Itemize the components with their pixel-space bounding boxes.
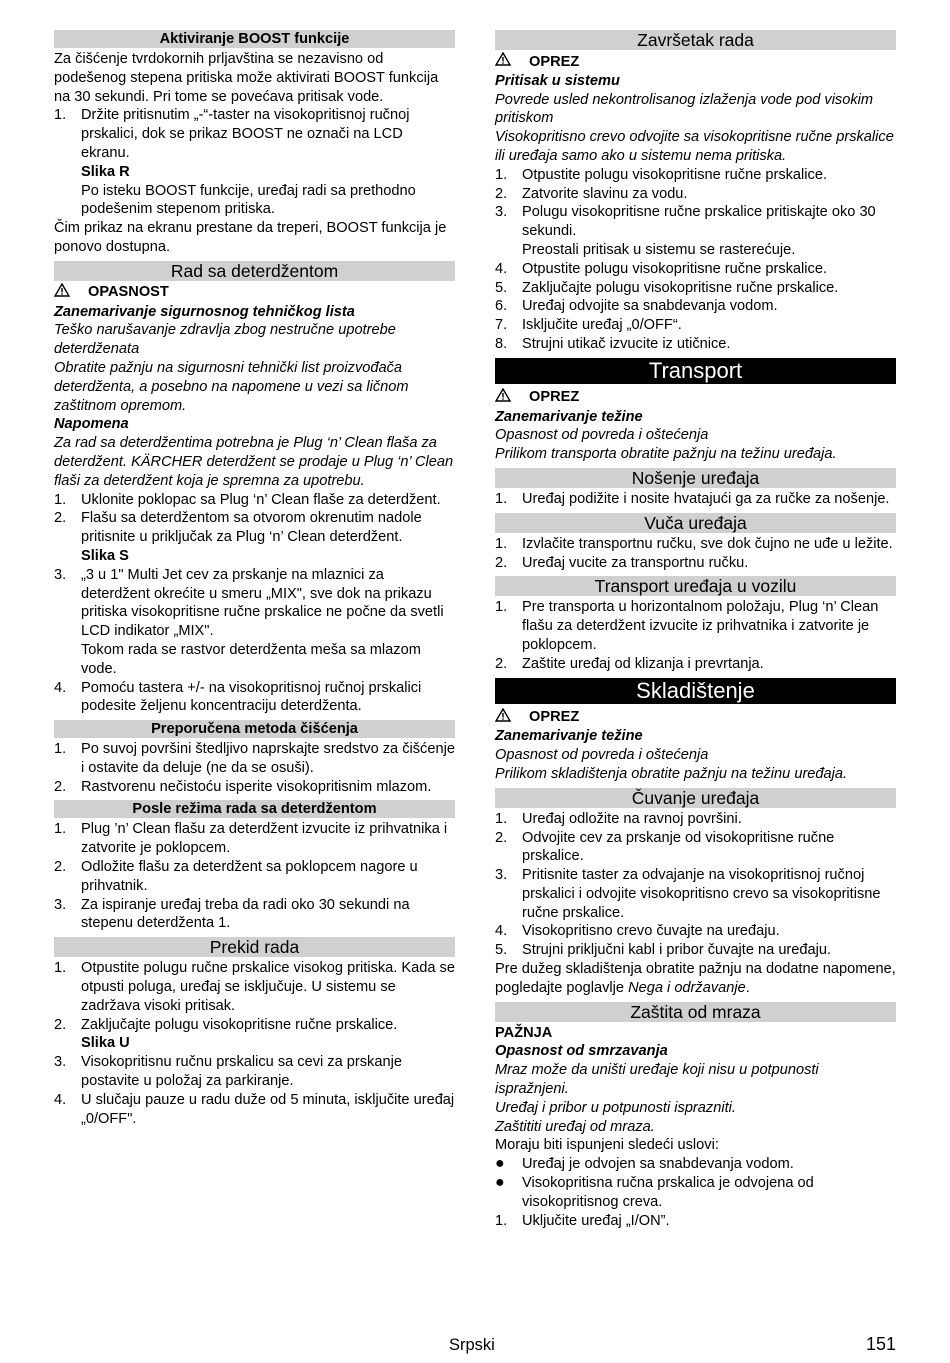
list-item [54, 820, 455, 858]
list-text: Držite pritisnutim „-“-taster na visokopritisnoj ručnoj prskalici, dok se prikaz BOOST ne označi na LCD ekranu. [81, 107, 410, 161]
list-item [495, 166, 896, 185]
list-text: Zaključajte polugu visokopritisne ručne prskalice. [522, 279, 839, 296]
list-text: Visokopritisnu ručnu prskalicu sa cevi za prskanje postavite u položaj za parkiranje. [81, 1054, 402, 1090]
bullet-item [495, 1174, 896, 1212]
list-number: 1. [495, 166, 508, 183]
list-text: Polugu visokopritisne ručne prskalice pritiskajte oko 30 sekundi. [522, 204, 876, 240]
list-number: 3. [54, 1054, 67, 1071]
list-number: 1. [495, 599, 508, 616]
list-number: 2. [495, 185, 508, 202]
warning-text: Prilikom skladištenja obratite pažnju na težinu uređaja. [495, 765, 848, 782]
list-item [495, 866, 896, 922]
list-item [495, 554, 896, 573]
list-text: Po suvoj površini štedljivo naprskajte sredstvo za čišćenje i ostavite da deluje (ne da se osuši). [81, 741, 455, 776]
list-number: 2. [54, 859, 67, 876]
list-item [495, 297, 896, 316]
list-item [495, 598, 896, 654]
list-item [495, 203, 896, 241]
list-number: 4. [495, 923, 508, 940]
warning-label-text: OPREZ [529, 53, 580, 70]
list-text: Visokopritisno crevo čuvajte na uređaju. [522, 923, 780, 940]
list-text: Odložite flašu za deterdžent sa poklopcem nagore u prihvatnik. [81, 859, 418, 894]
list-number: 3. [54, 566, 67, 583]
list-text: Uređaj odložite na ravnoj površini. [522, 810, 742, 827]
list-item [54, 491, 455, 510]
list-text: Zatvorite slavinu za vodu. [522, 185, 688, 202]
list-item [495, 335, 896, 354]
warning-triangle-icon [495, 52, 517, 72]
list-text: Zaštite uređaj od klizanja i prevrtanja. [522, 655, 764, 672]
list-text: Uređaj vucite za transportnu ručku. [522, 554, 749, 571]
section-title-end: Završetak rada [495, 30, 896, 50]
list-number: 1. [54, 821, 67, 838]
paragraph: Čim prikaz na ekranu prestane da treperi, BOOST funkcija je ponovo dostupna. [54, 220, 447, 255]
list-item [54, 740, 455, 778]
paragraph: Za čišćenje tvrdokornih prljavština se nezavisno od podešenog stepena pritiska može aktivirati BOOST funkcija na 30 sekundi. Pri tome se povećava pritisak vode. [54, 51, 439, 105]
warning-label-text: OPASNOST [88, 284, 169, 301]
list-item [495, 810, 896, 829]
warning-label-text: OPREZ [529, 709, 580, 726]
list-item [54, 778, 455, 797]
warning-label [495, 708, 896, 728]
list-text: Odvojite cev za prskanje od visokopritisne ručne prskalice. [522, 829, 835, 865]
notice-heading: Opasnost od smrzavanja [495, 1043, 668, 1060]
list-item [495, 279, 896, 298]
figure-reference: Slika R [81, 163, 130, 180]
list-text: Flašu sa deterdžentom sa otvorom okrenutim nadole pritisnite u priključak za Plug ‘n’ Clean deterdžent. [81, 510, 422, 546]
list-text: Pritisnite taster za odvajanje na visokopritisnoj ručnoj prskalici i odvojite visokopritisno crevo sa visokopritisne ručne prskalice. [522, 867, 881, 921]
warning-text: Opasnost od povreda i oštećenja [495, 747, 709, 764]
warning-text: Teško narušavanje zdravlja zbog nestručne upotrebe deterdženata [54, 322, 396, 358]
list-number: 2. [54, 510, 67, 527]
list-number: 2. [495, 829, 508, 846]
section-title-carry: Nošenje uređaja [495, 468, 896, 488]
list-number: 2. [495, 554, 508, 571]
note-text: Za rad sa deterdžentima potrebna je Plug ‘n’ Clean flaša za deterdžent. KÄRCHER deterdžent se prodaje u Plug ‘n’ Clean flaši za deterdžent koja je spremna za upotrebu. [54, 435, 454, 489]
warning-text: Povrede usled nekontrolisanog izlaženja vode pod visokim pritiskom [495, 91, 874, 127]
section-title-method: Preporučena metoda čišćenja [54, 720, 455, 738]
paragraph: Po isteku BOOST funkcije, uređaj radi sa prethodno podešenim stepenom pritiska. [81, 182, 416, 218]
list-text: Izvlačite transportnu ručku, sve dok čujno ne uđe u ležite. [522, 535, 893, 552]
bullet-icon: ● [495, 1155, 505, 1173]
list-text: Uklonite poklopac sa Plug ‘n’ Clean flaše za deterdžent. [81, 491, 441, 508]
list-text: Plug ’n’ Clean flašu za deterdžent izvucite iz prihvatnika i zatvorite je poklopcem. [81, 821, 448, 857]
list-number: 3. [54, 896, 67, 913]
list-item [54, 1016, 455, 1035]
list-item [54, 509, 455, 547]
list-item [54, 679, 455, 717]
section-title-break: Prekid rada [54, 937, 455, 957]
page-number: 151 [866, 1334, 897, 1354]
list-number: 1. [495, 490, 508, 507]
warning-label [495, 388, 896, 408]
right-column [495, 30, 896, 1230]
list-item [54, 566, 455, 641]
list-text: U slučaju pauze u radu duže od 5 minuta, isključite uređaj „0/OFF". [81, 1091, 455, 1127]
chapter-title-storage: Skladištenje [495, 678, 896, 704]
notice-text: Mraz može da uništi uređaje koji nisu u potpunosti ispražnjeni. [495, 1062, 819, 1098]
warning-label [495, 52, 896, 72]
list-item [495, 829, 896, 867]
list-number: 7. [495, 317, 508, 334]
list-text: Otpustite polugu ručne prskalice visokog pritiska. Kada se otpusti poluga, uređaj se isključuje. U sistemu se zadržava visoki pritisak. [81, 960, 455, 1014]
list-number: 1. [54, 107, 67, 124]
warning-heading: Zanemarivanje težine [495, 728, 643, 745]
list-item [495, 260, 896, 279]
list-text: „3 u 1" Multi Jet cev za prskanje na mlaznici za deterdžent okrećite u smeru „MIX", sve dok na prikazu pritiska visokopritisne ručne prskalice ne počne da svetli LCD indikator „MIX". [81, 566, 444, 640]
list-item [54, 1091, 455, 1129]
list-item [495, 185, 896, 204]
paragraph [495, 960, 896, 998]
list-text: Visokopritisna ručna prskalica je odvojena od visokopritisnog creva. [522, 1175, 814, 1210]
warning-label-text: OPREZ [529, 389, 580, 406]
note-text: Pre dužeg skladištenja obratite pažnju na dodatne napomene, pogledajte poglavlje [495, 961, 896, 996]
list-text: Otpustite polugu visokopritisne ručne prskalice. [522, 260, 828, 277]
chapter-title-transport: Transport [495, 358, 896, 384]
paragraph: Moraju biti ispunjeni sledeći uslovi: [495, 1137, 719, 1154]
notice-text: Zaštititi uređaj od mraza. [495, 1118, 655, 1135]
warning-triangle-icon [495, 708, 517, 728]
list-item [54, 896, 455, 934]
list-item [54, 959, 455, 1015]
list-text: Strujni priključni kabl i pribor čuvajte na uređaju. [522, 942, 832, 959]
list-number: 4. [54, 1091, 67, 1108]
figure-reference: Slika U [81, 1035, 130, 1052]
list-item [495, 655, 896, 674]
list-item [54, 106, 455, 162]
bullet-item [495, 1155, 896, 1174]
list-text: Pre transporta u horizontalnom položaju, Plug ‘n’ Clean flašu za deterdžent izvucite iz prihvatnika i zatvorite je poklopcem. [522, 599, 879, 653]
list-item [54, 1053, 455, 1091]
warning-label [54, 283, 455, 303]
note-text-end: . [745, 979, 750, 996]
warning-heading: Zanemarivanje težine [495, 408, 643, 425]
paragraph: Tokom rada se rastvor deterdženta meša sa mlazom vode. [81, 641, 421, 677]
list-number: 1. [495, 810, 508, 827]
list-text: Za ispiranje uređaj treba da radi oko 30 sekundi na stepenu deterdženta 1. [81, 896, 410, 932]
list-text: Uređaj je odvojen sa snabdevanja vodom. [522, 1156, 794, 1173]
list-item [495, 316, 896, 335]
list-number: 5. [495, 279, 508, 296]
list-text: Uređaj podižite i nosite hvatajući ga za ručke za nošenje. [522, 490, 890, 507]
bullet-icon: ● [495, 1174, 505, 1192]
left-column [54, 30, 455, 1128]
list-item [495, 941, 896, 960]
note-heading: Napomena [54, 416, 129, 433]
notice-text: Uređaj i pribor u potpunosti isprazniti. [495, 1099, 736, 1116]
chapter-reference: Nega i održavanje [628, 979, 746, 996]
section-title-after: Posle režima rada sa deterdžentom [54, 800, 455, 818]
list-number: 6. [495, 298, 508, 315]
list-number: 4. [495, 260, 508, 277]
list-number: 1. [54, 491, 67, 508]
list-item [495, 490, 896, 509]
paragraph: Preostali pritisak u sistemu se rasterećuje. [522, 241, 796, 258]
list-text: Isključite uređaj „0/OFF“. [522, 317, 682, 334]
list-item [495, 922, 896, 941]
list-number: 1. [495, 535, 508, 552]
list-text: Uređaj odvojite sa snabdevanja vodom. [522, 298, 778, 315]
list-item [54, 858, 455, 896]
section-title-keep: Čuvanje uređaja [495, 788, 896, 808]
list-number: 8. [495, 335, 508, 352]
section-title-vehicle: Transport uređaja u vozilu [495, 576, 896, 596]
list-number: 2. [495, 655, 508, 672]
list-number: 1. [54, 960, 67, 977]
notice-label: PAŽNJA [495, 1024, 553, 1041]
list-text: Strujni utikač izvucite iz utičnice. [522, 335, 731, 352]
list-text: Pomoću tastera +/- na visokopritisnoj ručnoj prskalici podesite željenu koncentraciju deterdženta. [81, 679, 422, 715]
section-title-boost: Aktiviranje BOOST funkcije [54, 30, 455, 48]
list-item [495, 1212, 896, 1231]
figure-reference: Slika S [81, 547, 129, 564]
list-number: 1. [495, 1212, 508, 1229]
section-title-detergent: Rad sa deterdžentom [54, 261, 455, 281]
list-number: 1. [54, 741, 67, 758]
list-number: 3. [495, 867, 508, 884]
list-text: Rastvorenu nečistoću isperite visokopritisnim mlazom. [81, 778, 432, 795]
list-number: 5. [495, 942, 508, 959]
list-text: Zaključajte polugu visokopritisne ručne prskalice. [81, 1016, 398, 1033]
warning-text: Prilikom transporta obratite pažnju na težinu uređaja. [495, 446, 837, 463]
list-item [495, 535, 896, 554]
warning-text: Visokopritisno crevo odvojite sa visokopritisne ručne prskalice ili uređaja samo ako u sistemu nema pritiska. [495, 129, 894, 164]
warning-triangle-icon [495, 388, 517, 408]
warning-text: Obratite pažnju na sigurnosni tehnički list proizvođača deterdženta, a posebno na napomene u vezi sa ličnom zaštitnom opremom. [54, 359, 409, 414]
section-title-pull: Vuča uređaja [495, 513, 896, 533]
section-title-frost: Zaštita od mraza [495, 1002, 896, 1022]
list-number: 4. [54, 679, 67, 696]
list-text: Otpustite polugu visokopritisne ručne prskalice. [522, 166, 828, 183]
warning-heading: Pritisak u sistemu [495, 72, 620, 89]
warning-text: Opasnost od povreda i oštećenja [495, 427, 709, 444]
warning-triangle-icon [54, 283, 76, 303]
list-number: 2. [54, 778, 67, 795]
warning-heading: Zanemarivanje sigurnosnog tehničkog lista [54, 303, 355, 320]
list-text: Uključite uređaj „I/ON”. [522, 1212, 670, 1229]
list-number: 2. [54, 1016, 67, 1033]
footer-language: Srpski [449, 1336, 495, 1354]
list-number: 3. [495, 204, 508, 221]
